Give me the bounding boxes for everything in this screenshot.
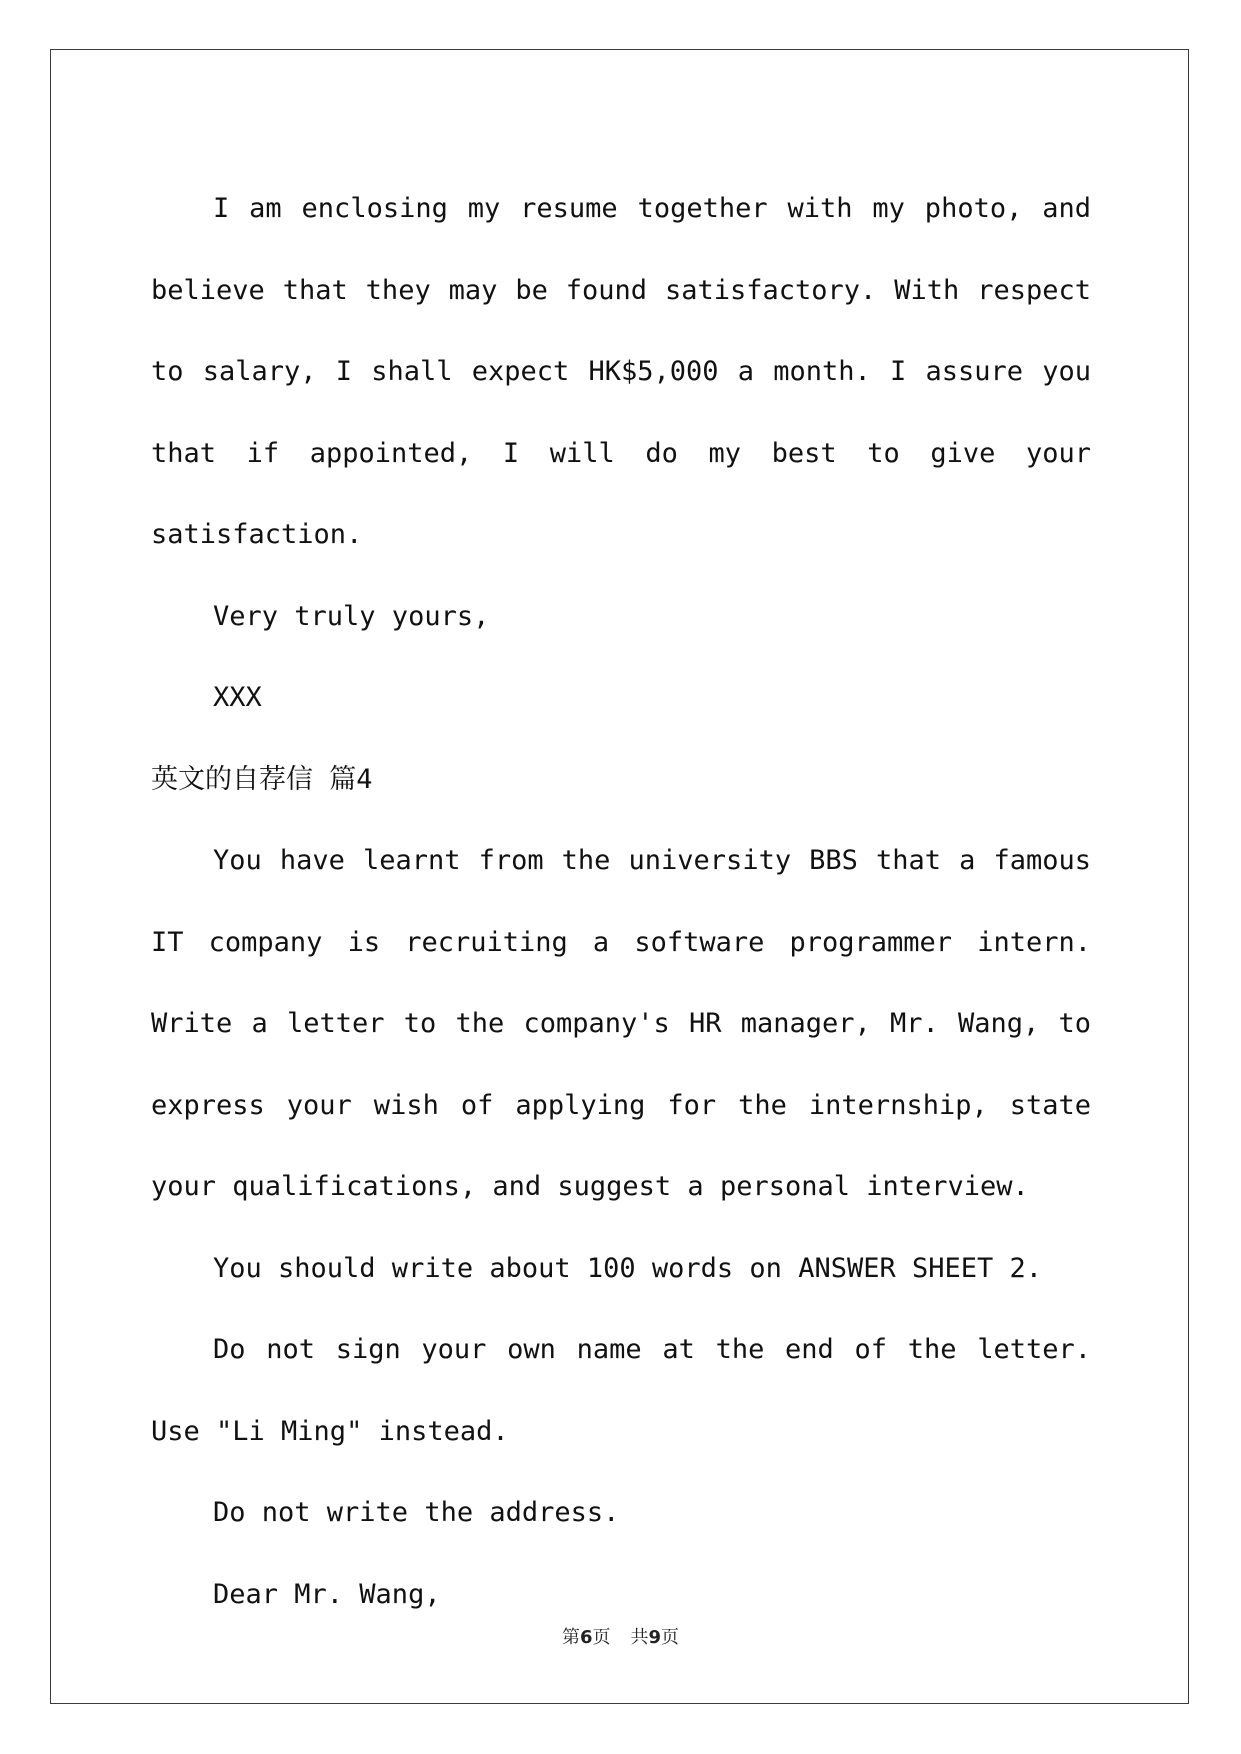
total-pages-number: 9 (648, 1627, 662, 1648)
instruction-word-count: You should write about 100 words on ANSWER SHEET 2. (213, 1252, 1043, 1284)
salutation-line: Dear Mr. Wang, (213, 1578, 441, 1610)
closing-line: Very truly yours, (213, 600, 490, 632)
instruction-address: Do not write the address. (213, 1497, 620, 1528)
total-suffix: 页 (661, 1627, 680, 1648)
current-page-number: 6 (579, 1627, 593, 1648)
total-prefix: 共 (630, 1627, 649, 1648)
page-suffix: 页 (592, 1627, 611, 1648)
section-heading: 英文的自荐信 篇4 (151, 763, 373, 795)
document-body (151, 168, 1091, 1635)
signature-line: XXX (213, 682, 262, 713)
page-footer (0, 1623, 1241, 1649)
paragraph-task: You have learnt from the university BBS that a famous IT company is recruiting a software programmer intern. Write a letter to the company's HR manager, Mr. Wang, to express your wish of applying for the internship, state your qualifications, and suggest a personal interview. (151, 845, 1091, 1202)
page-prefix: 第 (561, 1627, 580, 1648)
paragraph-resume: I am enclosing my resume together with my photo, and believe that they may be found satisfactory. With respect to salary, I shall expect HK$5,000 a month. I assure you that if appointed, I will do my best to give your satisfaction. (151, 193, 1091, 550)
instruction-signature: Do not sign your own name at the end of the letter. Use "Li Ming" instead. (151, 1334, 1091, 1447)
